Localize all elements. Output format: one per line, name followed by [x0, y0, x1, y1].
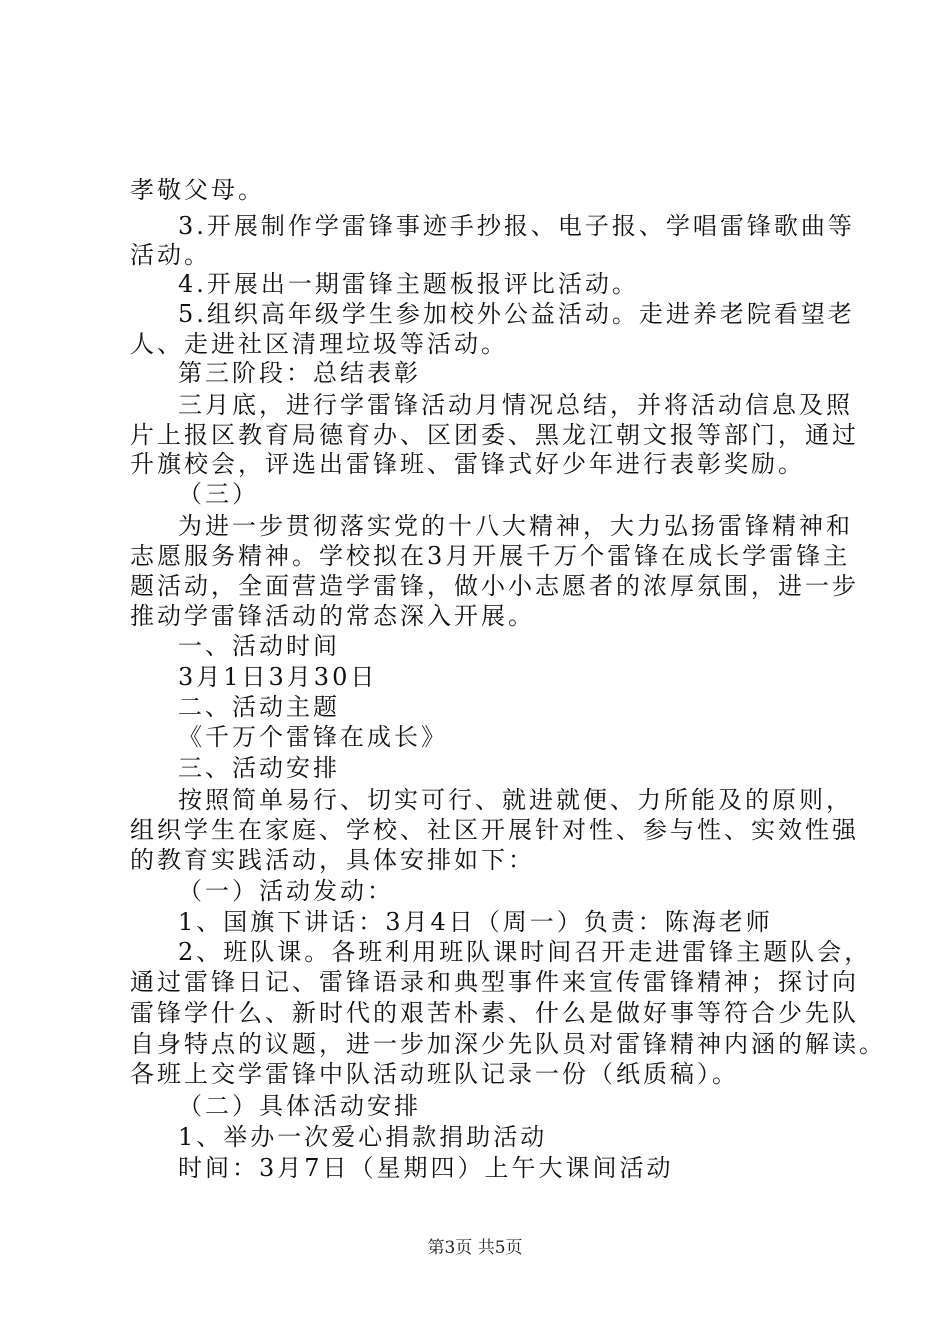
text-line: 片上报区教育局德育办、区团委、黑龙江朝文报等部门，通过 [130, 421, 859, 449]
section-heading: 二、活动主题 [178, 693, 340, 721]
text-line: 各班上交学雷锋中队活动班队记录一份（纸质稿）。 [130, 1060, 739, 1088]
text-line: 题活动，全面营造学雷锋，做小小志愿者的浓厚氛围，进一步 [130, 572, 859, 600]
text-line: 1、举办一次爱心捐款捐助活动 [178, 1123, 548, 1151]
text-line: 3.开展制作学雷锋事迹手抄报、电子报、学唱雷锋歌曲等 [178, 212, 855, 240]
text-line: 4.开展出一期雷锋主题板报评比活动。 [178, 270, 639, 298]
text-line: 2、班队课。各班利用班队课时间召开走进雷锋主题队会， [178, 938, 872, 966]
text-line: 按照简单易行、切实可行、就进就便、力所能及的原则， [178, 786, 853, 814]
text-line: 的教育实践活动，具体安排如下： [130, 846, 535, 874]
text-line: 3月1日3月30日 [178, 663, 378, 691]
section-heading: 第三阶段：总结表彰 [178, 359, 421, 387]
text-line: 三月底，进行学雷锋活动月情况总结，并将活动信息及照 [178, 391, 853, 419]
text-line: 1、国旗下讲话：3月4日（周一）负责：陈海老师 [178, 908, 773, 936]
section-heading: （一）活动发动： [178, 877, 394, 905]
text-line: 时间：3月7日（星期四）上午大课间活动 [178, 1154, 674, 1182]
text-line: 孝敬父母。 [130, 176, 265, 204]
text-line: 推动学雷锋活动的常态深入开展。 [130, 602, 535, 630]
text-line: 活动。 [130, 241, 211, 269]
section-heading: （三） [178, 480, 259, 508]
text-line: 志愿服务精神。学校拟在3月开展千万个雷锋在成长学雷锋主 [130, 542, 851, 570]
section-heading: （二）具体活动安排 [178, 1092, 421, 1120]
text-line: 升旗校会，评选出雷锋班、雷锋式好少年进行表彰奖励。 [130, 450, 805, 478]
text-line: 雷锋学什么、新时代的艰苦朴素、什么是做好事等符合少先队 [130, 999, 859, 1027]
text-line: 人、走进社区清理垃圾等活动。 [130, 330, 508, 358]
text-line: 组织学生在家庭、学校、社区开展针对性、参与性、实效性强 [130, 816, 859, 844]
text-line: 5.组织高年级学生参加校外公益活动。走进养老院看望老 [178, 300, 855, 328]
text-line: 《千万个雷锋在成长》 [178, 723, 448, 751]
page-number: 第3页 共5页 [427, 1238, 523, 1258]
text-line: 为进一步贯彻落实党的十八大精神，大力弘扬雷锋精神和 [178, 512, 853, 540]
text-line: 通过雷锋日记、雷锋语录和典型事件来宣传雷锋精神；探讨向 [130, 968, 859, 996]
section-heading: 三、活动安排 [178, 754, 340, 782]
text-line: 自身特点的议题，进一步加深少先队员对雷锋精神内涵的解读。 [130, 1030, 886, 1058]
section-heading: 一、活动时间 [178, 632, 340, 660]
